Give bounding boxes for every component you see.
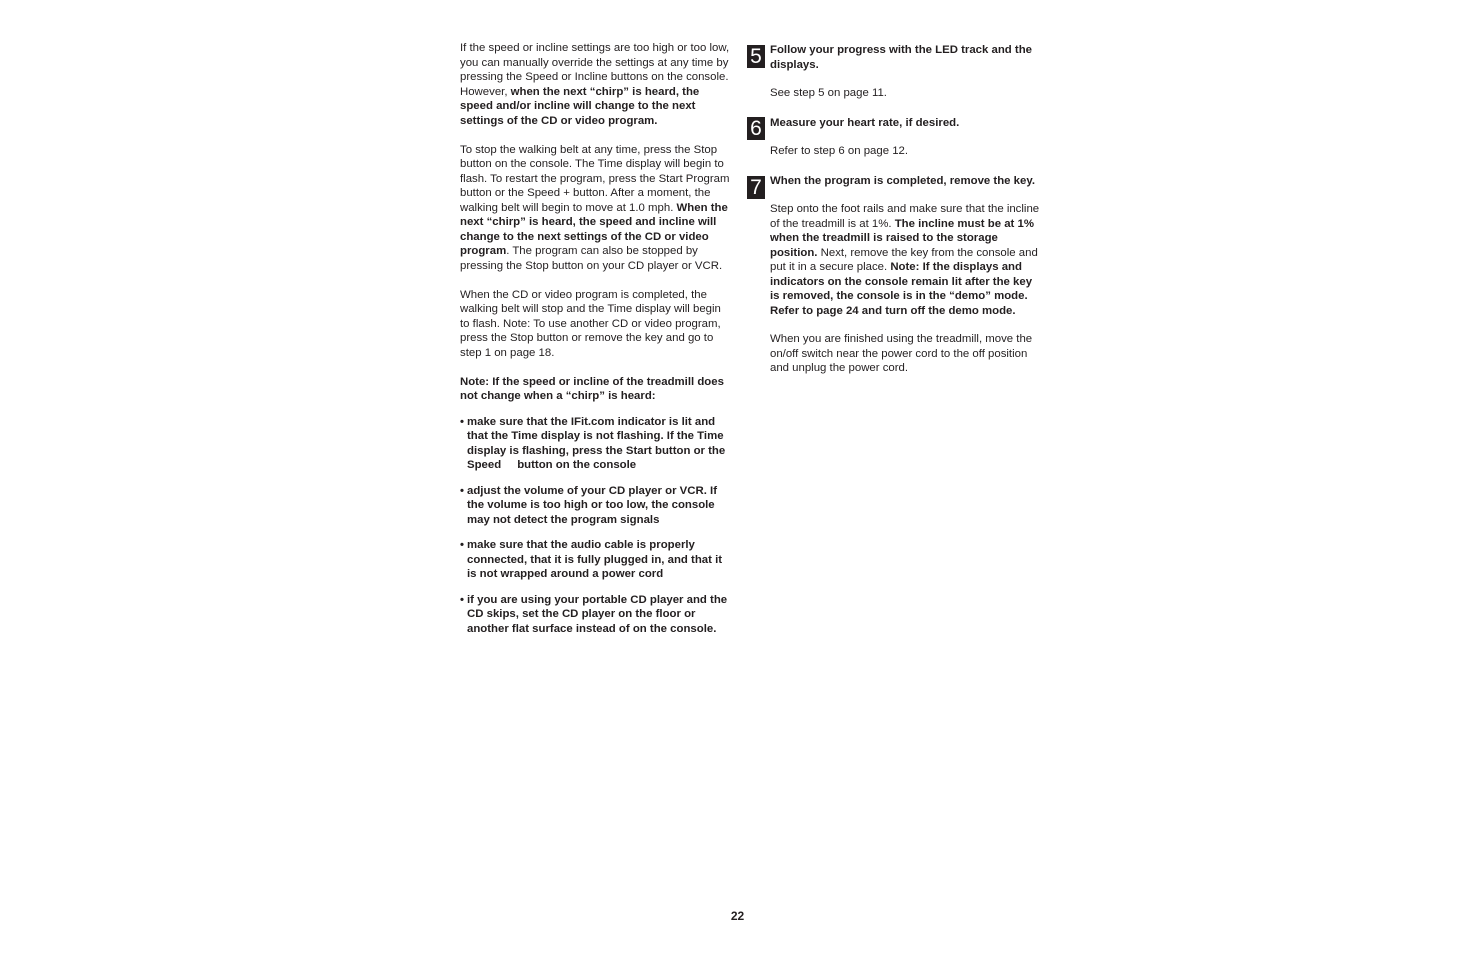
- left-column: [460, 41, 732, 647]
- stop-text-end: . The program can also be stopped by pressing the Stop button on your CD player or VCR.: [460, 245, 723, 272]
- step-7: [747, 174, 1043, 376]
- bullet-text: make sure that the audio cable is properly connected, that it is fully plugged in, and that it is not wrapped around a power cord: [467, 539, 723, 580]
- bullet-icon: •: [460, 539, 464, 551]
- stop-emphasis: When the next “chirp” is heard, the speed and incline will change to the next settings of the CD or video program: [460, 201, 728, 257]
- step-number-badge: 7: [747, 176, 765, 199]
- stop-text: To stop the walking belt at any time, press the Stop button on the console. The Time display will begin to flash. To restart the program, press the Start Program button or the Speed + button. After a moment, the walking belt will begin to move at 1.0 mph.: [460, 143, 730, 214]
- step-title: Follow your progress with the LED track and the displays.: [770, 44, 1033, 71]
- step-title: Measure your heart rate, if desired.: [770, 116, 960, 129]
- paragraph-stop: [460, 143, 732, 274]
- bullet-icon: •: [460, 415, 464, 428]
- step-body-emphasis: The incline must be at 1% when the treadmill is raised to the storage position.: [770, 217, 1034, 259]
- bullet-icon: •: [460, 484, 464, 497]
- step-number-badge: 6: [747, 117, 765, 140]
- paragraph-completed: When the CD or video program is completed, the walking belt will stop and the Time display will begin to flash. Note: To use another CD or video program, press the Stop button or remove the key and go to step 1 on page 18.: [460, 288, 721, 359]
- step-body-finish: When you are finished using the treadmill, move the on/off switch near the power cord to the off position and unplug the power cord.: [770, 333, 1033, 374]
- bullet-icon: •: [460, 593, 464, 606]
- override-emphasis: when the next “chirp” is heard, the speed and/or incline will change to the next settings of the CD or video program.: [460, 85, 700, 127]
- step-6: [747, 115, 1043, 159]
- page-number: 22: [730, 909, 745, 923]
- bullet-text-end: button on the console: [517, 459, 637, 471]
- step-5: [747, 43, 1043, 101]
- step-number-badge: 5: [747, 45, 765, 68]
- bullet-text: adjust the volume of your CD player or VCR. If the volume is too high or too low, the console may not detect the program signals: [467, 484, 717, 526]
- override-text: If the speed or incline settings are too high or too low, you can manually override the settings at any time by pressing the Speed or Incline buttons on the console. However,: [460, 42, 730, 98]
- step-body: See step 5 on page 11.: [770, 87, 887, 99]
- bullet-text: make sure that the IFit.com indicator is lit and that the Time display is not flashing. If the Time display is flashing, press the Start button or the Speed: [467, 415, 726, 471]
- list-item: [460, 593, 732, 637]
- step-body: [770, 202, 1043, 318]
- list-item: [460, 538, 732, 582]
- step-body-note: Note: If the displays and indicators on the console remain lit after the key is removed, the console is in the “demo” mode. Refer to page 24 and turn off the demo mode.: [770, 261, 1033, 317]
- troubleshoot-list: [460, 415, 732, 637]
- bullet-text: if you are using your portable CD player and the CD skips, set the CD player on the floor or another flat surface instead of on the console.: [467, 593, 728, 635]
- right-column: [747, 43, 1043, 376]
- step-body-text: Step onto the foot rails and make sure that the incline of the treadmill is at 1%.: [770, 203, 1040, 230]
- note-text: Note: If the speed or incline of the treadmill does not change when a “chirp” is heard:: [460, 375, 724, 402]
- paragraph-override: [460, 41, 732, 128]
- list-item: [460, 415, 732, 473]
- note-heading: [460, 375, 732, 404]
- step-body: Refer to step 6 on page 12.: [770, 145, 909, 157]
- step-body-text: Next, remove the key from the console and put it in a secure place.: [770, 246, 1038, 273]
- step-title: When the program is completed, remove the key.: [770, 174, 1036, 187]
- list-item: [460, 484, 732, 528]
